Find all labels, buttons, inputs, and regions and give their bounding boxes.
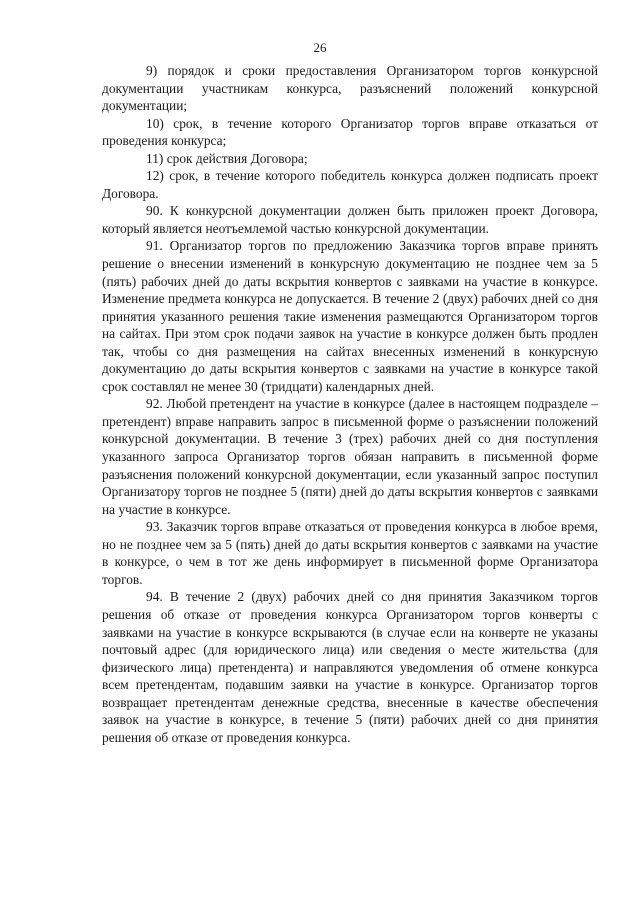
paragraph-clause-91: 91. Организатор торгов по предложению Заказчика торгов вправе принять решение о внесении изменений в конкурсную документацию не позднее чем за 5 (пять) рабочих дней до даты вскрытия конвертов с заявками на участие в конкурсе. Изменение предмета конкурса не допускается. В течение 2 (двух) рабочих дней со дня принятия указанного решения такие изменения размещаются Организатором торгов на сайтах. При этом срок подачи заявок на участие в конкурсе должен быть продлен так, чтобы со дня размещения на сайтах внесенных изменений в конкурсную документацию до даты вскрытия конвертов с заявками на участие в конкурсе такой срок составлял не менее 30 (тридцати) календарных дней. (102, 238, 598, 394)
paragraph-item-12: 12) срок, в течение которого победитель конкурса должен подписать проект Договора. (102, 168, 598, 201)
paragraph-clause-90: 90. К конкурсной документации должен быть приложен проект Договора, который является неотъемлемой частью конкурсной документации. (102, 203, 598, 236)
paragraph-clause-93: 93. Заказчик торгов вправе отказаться от проведения конкурса в любое время, но не позднее чем за 5 (пять) дней до даты вскрытия конвертов с заявками на участие в конкурсе, о чем в тот же день информирует в письменной форме Организатора торгов. (102, 519, 598, 587)
paragraph-clause-92: 92. Любой претендент на участие в конкурсе (далее в настоящем подразделе – претендент) вправе направить запрос в письменной форме о разъяснении положений конкурсной документации. В течение 3 (трех) рабочих дней со дня поступления указанного запроса Организатор торгов обязан направить в письменной форме разъяснения положений конкурсной документации, если указанный запрос поступил Организатору торгов не позднее 5 (пяти) дней до даты вскрытия конвертов с заявками на участие в конкурсе. (102, 396, 598, 517)
paragraph-clause-94: 94. В течение 2 (двух) рабочих дней со дня принятия Заказчиком торгов решения об отказе от проведения конкурса Организатором торгов конверты с заявками на участие в конкурсе вскрываются (в случае если на конверте не указаны почтовый адрес (для юридического лица) или сведения о месте жительства (для физического лица) претендента) и направляются уведомления об отмене конкурса всем претендентам, подавшим заявки на участие в конкурсе. Организатор торгов возвращает претендентам денежные средства, внесенные в качестве обеспечения заявок на участие в конкурсе, в течение 5 (пяти) рабочих дней со дня принятия решения об отказе от проведения конкурса. (102, 589, 598, 745)
paragraph-item-11: 11) срок действия Договора; (146, 150, 308, 166)
document-body (102, 62, 598, 746)
paragraph-item-10: 10) срок, в течение которого Организатор торгов вправе отказаться от проведения конкурса; (102, 115, 598, 149)
page-number: 26 (313, 40, 327, 55)
paragraph-item-9: 9) порядок и сроки предоставления Организатором торгов конкурсной документации участникам конкурса, разъяснений положений конкурсной документации; (102, 63, 598, 114)
